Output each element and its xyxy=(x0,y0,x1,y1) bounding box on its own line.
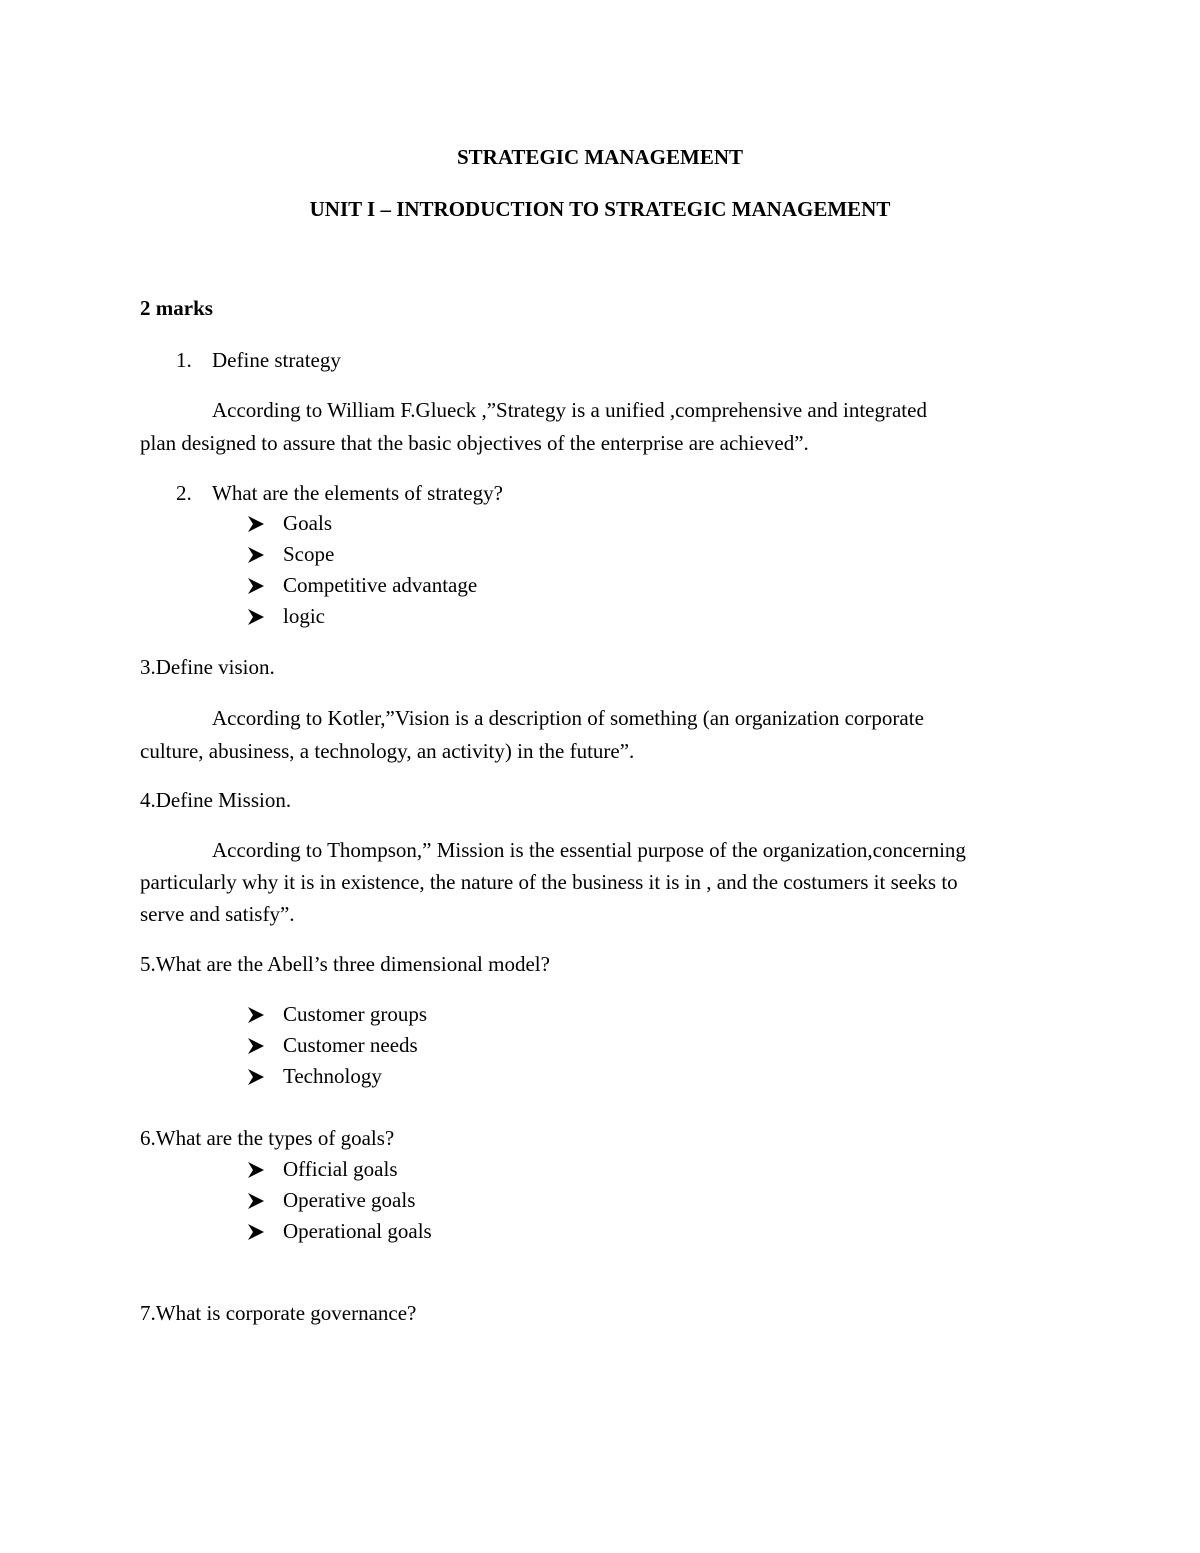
unit-heading: UNIT I – INTRODUCTION TO STRATEGIC MANAGEMENT xyxy=(309,197,891,221)
list-item: Operative goals xyxy=(283,1188,416,1212)
question-4: 4.Define Mission. xyxy=(140,788,292,812)
answer-3-line-2: culture, abusiness, a technology, an activity) in the future”. xyxy=(140,739,635,763)
answer-3-line-1: According to Kotler,”Vision is a description of something (an organization corporate xyxy=(212,706,924,730)
answer-1-line-2: plan designed to assure that the basic objectives of the enterprise are achieved”. xyxy=(140,431,809,455)
question-2-number: 2. xyxy=(176,481,192,505)
question-7: 7.What is corporate governance? xyxy=(140,1301,417,1325)
arrowhead-bullet-icon xyxy=(247,1161,265,1179)
arrowhead-bullet-icon xyxy=(247,608,265,626)
list-item: Technology xyxy=(283,1064,382,1088)
answer-4-line-3: serve and satisfy”. xyxy=(140,902,295,926)
answer-4-line-2: particularly why it is in existence, the nature of the business it is in , and the costumers it seeks to xyxy=(140,870,958,894)
question-2: What are the elements of strategy? xyxy=(212,481,503,505)
section-heading: 2 marks xyxy=(140,296,213,320)
arrowhead-bullet-icon xyxy=(247,1068,265,1086)
question-6: 6.What are the types of goals? xyxy=(140,1126,395,1150)
list-item: Customer groups xyxy=(283,1002,428,1026)
answer-1-line-1: According to William F.Glueck ,”Strategy is a unified ,comprehensive and integrated xyxy=(212,398,927,422)
question-1-number: 1. xyxy=(176,348,192,372)
question-3: 3.Define vision. xyxy=(140,655,275,679)
list-item: Operational goals xyxy=(283,1219,432,1243)
arrowhead-bullet-icon xyxy=(247,1192,265,1210)
question-5: 5.What are the Abell’s three dimensional model? xyxy=(140,952,550,976)
arrowhead-bullet-icon xyxy=(247,1037,265,1055)
arrowhead-bullet-icon xyxy=(247,1223,265,1241)
list-item: Competitive advantage xyxy=(283,573,478,597)
arrowhead-bullet-icon xyxy=(247,546,265,564)
answer-4-line-1: According to Thompson,” Mission is the essential purpose of the organization,concerning xyxy=(212,838,966,862)
arrowhead-bullet-icon xyxy=(247,515,265,533)
list-item: Customer needs xyxy=(283,1033,418,1057)
list-item: Scope xyxy=(283,542,335,566)
question-1: Define strategy xyxy=(212,348,341,372)
list-item: Goals xyxy=(283,511,332,535)
arrowhead-bullet-icon xyxy=(247,1006,265,1024)
list-item: Official goals xyxy=(283,1157,398,1181)
list-item: logic xyxy=(283,604,325,628)
arrowhead-bullet-icon xyxy=(247,577,265,595)
document-title: STRATEGIC MANAGEMENT xyxy=(456,145,744,169)
